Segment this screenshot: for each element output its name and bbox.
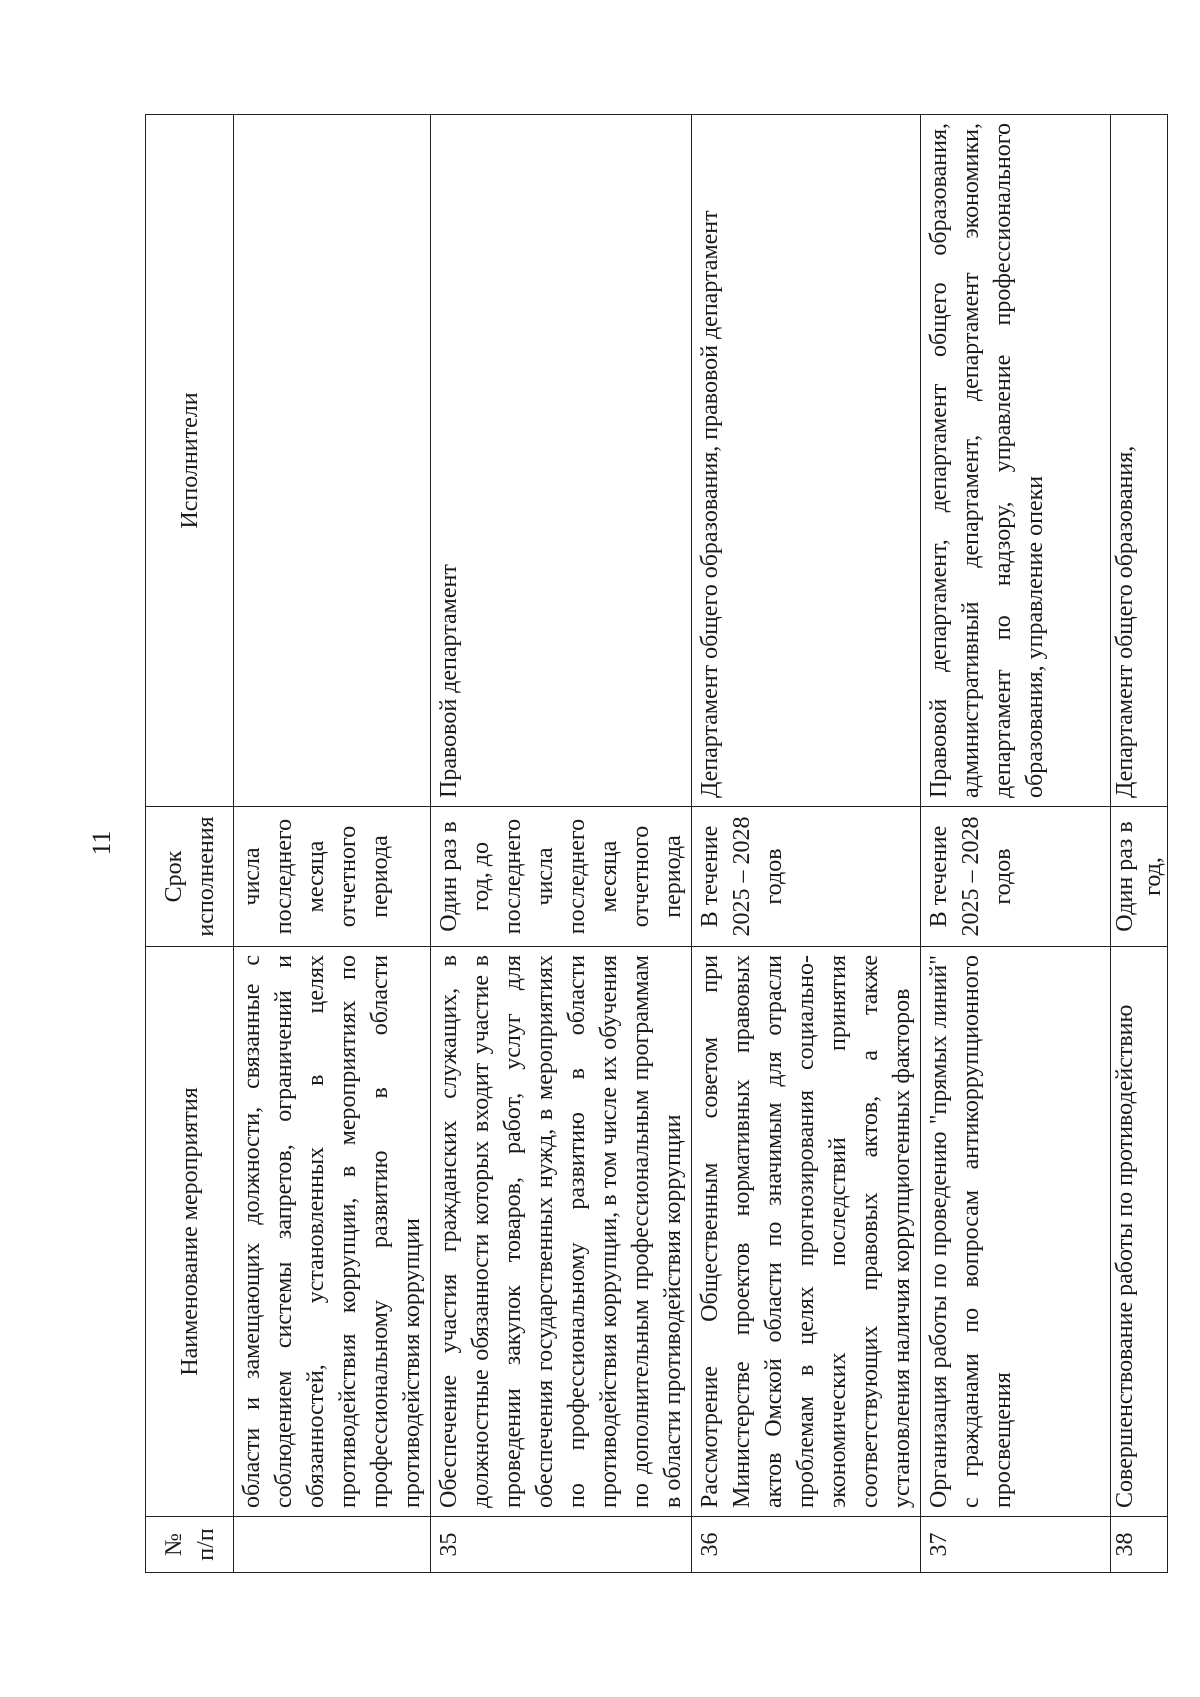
row-executors: Департамент общего образования, <box>1111 115 1168 807</box>
anticorruption-plan-table <box>145 114 1168 1573</box>
row-activity: Рассмотрение Общественным советом при Министерстве проектов нормативных правовых актов Омской области по значимым для отрасли проблемам в целях прогнозирования социально-экономических последствий принятия соответствующих правовых актов, а также установления наличия коррупциогенных факторов <box>692 947 921 1517</box>
header-term: Срок исполнения <box>146 807 234 947</box>
row-executors: Правовой департамент <box>431 115 692 807</box>
row-executors: Правовой департамент, департамент общего образования, административный департамент, департамент экономики, департамент по надзору, управление профессионального образования, управление опеки <box>921 115 1111 807</box>
row-term: числа последнего месяца отчетного периода <box>234 807 431 947</box>
row-executors: Департамент общего образования, правовой департамент <box>692 115 921 807</box>
header-num: № п/п <box>146 1517 234 1573</box>
table-row <box>431 115 692 1573</box>
row-num: 36 <box>692 1517 921 1573</box>
table-row <box>234 115 431 1573</box>
table-header-row <box>146 115 234 1573</box>
row-activity: Организация работы по проведению "прямых линий" с гражданами по вопросам антикоррупционного просвещения <box>921 947 1111 1517</box>
table-row <box>692 115 921 1573</box>
rotated-table-container <box>145 115 1166 1573</box>
row-term: Один раз в год, <box>1111 807 1168 947</box>
page-number: 11 <box>87 830 116 856</box>
header-executors: Исполнители <box>146 115 234 807</box>
row-executors <box>234 115 431 807</box>
row-activity: Обеспечение участия гражданских служащих, в должностные обязанности которых входит участие в проведении закупок товаров, работ, услуг для обеспечения государственных нужд, в мероприятиях по профессиональному развитию в области противодействия коррупции, в том числе их обучения по дополнительным профессиональным программам в области противодействия коррупции <box>431 947 692 1517</box>
row-term: Один раз в год, до последнего числа последнего месяца отчетного периода <box>431 807 692 947</box>
row-term: В течение 2025 – 2028 годов <box>692 807 921 947</box>
table-row <box>921 115 1111 1573</box>
row-term: В течение 2025 – 2028 годов <box>921 807 1111 947</box>
row-activity: Совершенствование работы по противодействию <box>1111 947 1168 1517</box>
header-name: Наименование мероприятия <box>146 947 234 1517</box>
row-num: 38 <box>1111 1517 1168 1573</box>
table-row <box>1111 115 1168 1573</box>
row-num: 37 <box>921 1517 1111 1573</box>
row-num: 35 <box>431 1517 692 1573</box>
row-activity: области и замещающих должности, связанные с соблюдением системы запретов, ограничений и обязанностей, установленных в целях противодействия коррупции, в мероприятиях по профессиональному развитию в области противодействия коррупции <box>234 947 431 1517</box>
row-num <box>234 1517 431 1573</box>
